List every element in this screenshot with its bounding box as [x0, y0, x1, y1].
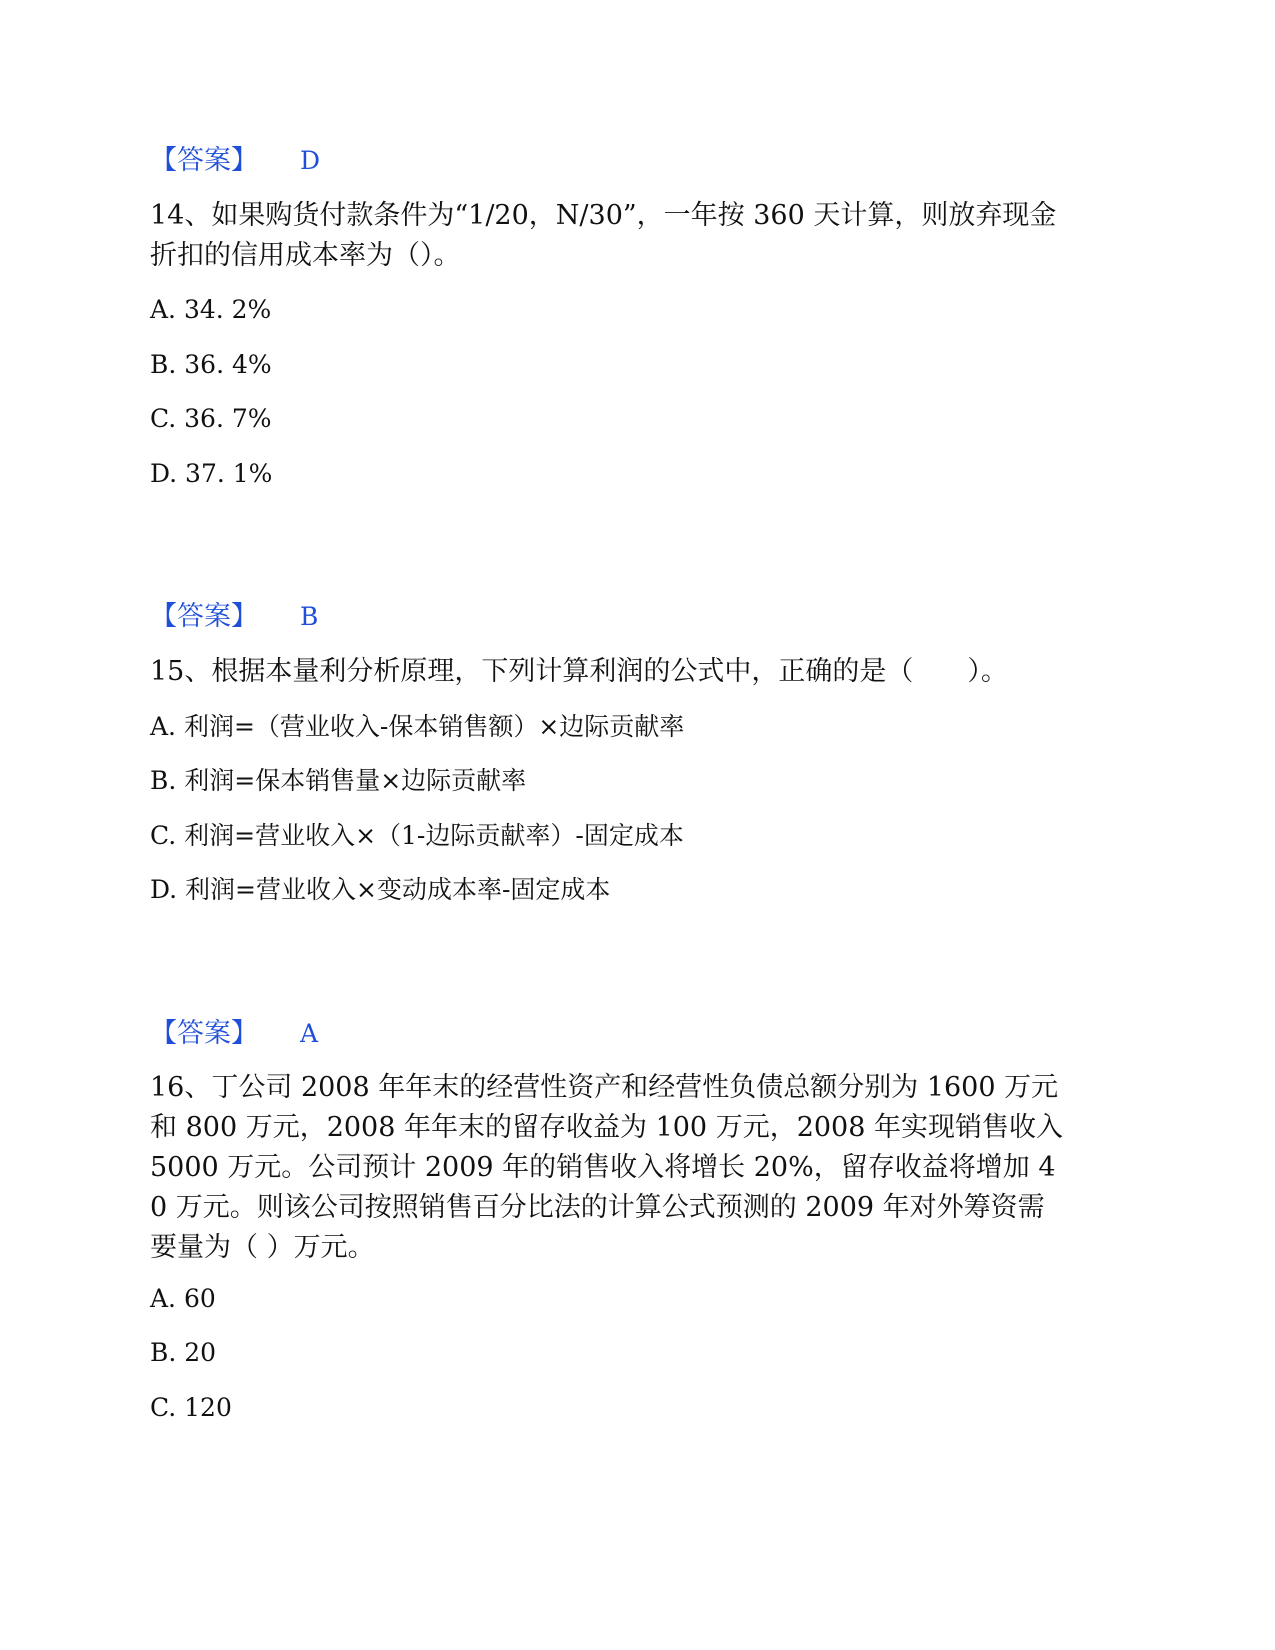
answer-value: A [300, 1019, 319, 1048]
answer-value: D [300, 146, 321, 175]
answer-label: 【答案】 [150, 145, 258, 176]
answer-line [150, 1017, 1110, 1051]
answer-label: 【答案】 [150, 1018, 258, 1049]
question-15-option-b: B. 利润=保本销售量×边际贡献率 [150, 766, 527, 795]
question-14-option-a: A. 34. 2% [150, 295, 272, 324]
answer-label: 【答案】 [150, 601, 258, 632]
question-15-option-d: D. 利润=营业收入×变动成本率-固定成本 [150, 875, 611, 904]
question-14-option-d: D. 37. 1% [150, 459, 273, 488]
answer-line [150, 144, 1110, 178]
question-14-option-c: C. 36. 7% [150, 404, 272, 433]
question-14-option-b: B. 36. 4% [150, 350, 272, 379]
question-15-option-a: A. 利润=（营业收入-保本销售额）×边际贡献率 [150, 712, 685, 741]
question-15-text: 15、根据本量利分析原理，下列计算利润的公式中，正确的是（ ）。 [150, 656, 1008, 687]
question-15-option-c: C. 利润=营业收入×（1-边际贡献率）-固定成本 [150, 821, 684, 850]
question-16-text: 16、丁公司 2008 年年末的经营性资产和经营性负债总额分别为 1600 万元和 800 万元，2008 年年末的留存收益为 100 万元，2008 年实现销售收入 5000 万元。公司预计 2009 年的销售收入将增长 20%，留存收益将增加 40 万元。则该公司按照销售百分比法的计算公式预测的 2009 年对外筹资需要量为（ ）万元。 [150, 1072, 1063, 1263]
question-16-option-a: A. 60 [150, 1284, 216, 1313]
question-16-option-b: B. 20 [150, 1338, 217, 1367]
answer-value: B [300, 602, 319, 631]
question-16-option-c: C. 120 [150, 1393, 232, 1422]
answer-line [150, 600, 1110, 634]
question-14-text: 14、如果购货付款条件为“1/20，N/30”，一年按 360 天计算，则放弃现金折扣的信用成本率为（）。 [150, 200, 1057, 271]
